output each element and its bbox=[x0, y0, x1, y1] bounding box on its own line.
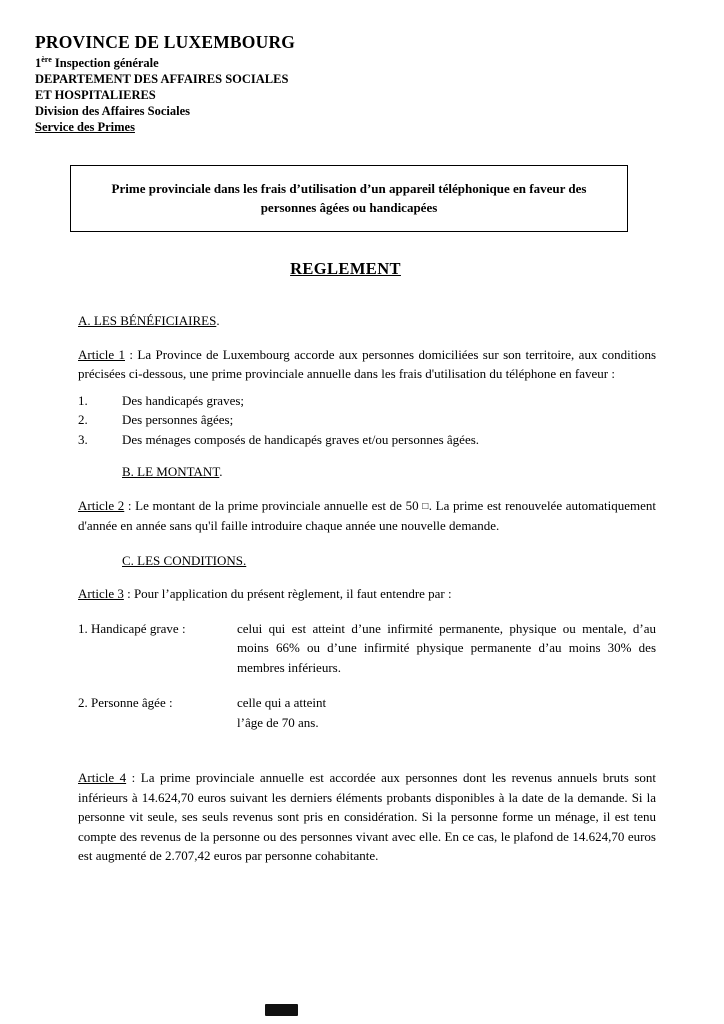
article-2-text-before: : Le montant de la prime provinciale annuelle est de 50 bbox=[124, 497, 423, 513]
title-box bbox=[70, 165, 628, 232]
section-c-heading bbox=[78, 551, 656, 571]
article-4-paragraph bbox=[78, 768, 656, 866]
section-a-label: A. LES BÉNÉFICIAIRES bbox=[78, 313, 217, 328]
list-item bbox=[78, 410, 656, 430]
section-b-suffix: . bbox=[219, 464, 223, 479]
beneficiaries-list bbox=[78, 391, 656, 450]
article-4-text: : La prime provinciale annuelle est accordée aux personnes dont les revenus annuels bruts sont inférieurs à 14.624,70 euros suivant les derniers éléments probants disponibles à la date de la demande. Si la personne vit seule, ses seuls revenus sont pris en considération. Si la personne forme un ménage, il est tenu compte des revenus de la personne ou des personnes vivant avec elle. En ce cas, le plafond de 14.624,70 euros est augmenté de 2.707,42 euros par personne cohabitante. bbox=[78, 770, 656, 863]
inspection-number: 1 bbox=[35, 56, 42, 70]
missing-euro-glyph: □ bbox=[422, 500, 429, 512]
letterhead-inspection bbox=[35, 55, 656, 71]
list-item-text: Des ménages composés de handicapés graves et/ou personnes âgées. bbox=[122, 431, 480, 447]
list-item-number: 2. bbox=[78, 412, 88, 427]
list-item-number: 3. bbox=[78, 431, 88, 447]
inspection-text: Inspection générale bbox=[51, 56, 159, 70]
list-item bbox=[78, 391, 656, 411]
list-item-number: 1. bbox=[78, 392, 88, 408]
document-body bbox=[78, 311, 656, 866]
letterhead-hospitalieres: ET HOSPITALIERES bbox=[35, 88, 156, 102]
article-2-paragraph bbox=[78, 496, 656, 536]
article-3-label: Article 3 bbox=[78, 586, 124, 601]
definition-handicape-grave bbox=[78, 619, 656, 678]
article-1-text: : La Province de Luxembourg accorde aux personnes domiciliées sur son territoire, aux conditions précisées ci-dessous, une prime provinciale annuelle dans les frais d'utilisation du téléphone en faveur : bbox=[78, 346, 657, 381]
definition-text-line1: celle qui a atteint bbox=[237, 695, 327, 710]
section-b-label: B. LE MONTANT bbox=[122, 464, 220, 479]
article-1-paragraph bbox=[78, 345, 656, 384]
definition-term: 1. Handicapé grave : bbox=[78, 620, 186, 636]
inspection-ordinal-superscript: ère bbox=[41, 54, 52, 64]
definition-term: 2. Personne âgée : bbox=[78, 695, 173, 710]
definition-text bbox=[237, 693, 656, 732]
definition-personne-agee bbox=[78, 693, 656, 732]
letterhead-division: Division des Affaires Sociales bbox=[35, 104, 190, 118]
section-a-suffix: . bbox=[216, 313, 220, 328]
list-item bbox=[78, 430, 656, 450]
title-box-text: Prime provinciale dans les frais d’utilisation d’un appareil téléphonique en faveur des personnes âgées ou handicapées bbox=[111, 181, 587, 215]
definition-text: celui qui est atteint d’une infirmité permanente, physique ou mentale, d’au moins 66% ou d’une infirmité physique permanente d’au moins 30% des membres inférieurs. bbox=[237, 620, 656, 675]
letterhead-service-label: Service des Primes bbox=[35, 120, 135, 134]
list-item-text: Des handicapés graves; bbox=[122, 392, 245, 408]
list-item-text: Des personnes âgées; bbox=[122, 412, 234, 427]
scan-artifact-mark bbox=[265, 1004, 298, 1016]
definition-text-line2: l’âge de 70 ans. bbox=[237, 714, 319, 730]
letterhead-service bbox=[35, 119, 656, 135]
section-c-label: C. LES CONDITIONS. bbox=[122, 552, 247, 568]
letterhead-province: PROVINCE DE LUXEMBOURG bbox=[35, 32, 296, 52]
article-2-text-after: . La prime est renouvelée automatiquement d'année en année sans qu'il faille introduire chaque année une nouvelle demande. bbox=[78, 497, 657, 533]
section-a-heading bbox=[78, 311, 656, 331]
main-heading: REGLEMENT bbox=[290, 259, 401, 278]
article-3-text: : Pour l’application du présent règlement, il faut entendre par : bbox=[123, 586, 452, 601]
section-b-heading bbox=[78, 462, 656, 482]
article-2-label: Article 2 bbox=[78, 497, 125, 513]
letterhead-departement: DEPARTEMENT DES AFFAIRES SOCIALES bbox=[35, 72, 289, 86]
article-1-label: Article 1 bbox=[78, 346, 125, 362]
article-3-paragraph bbox=[78, 584, 656, 604]
article-4-label: Article 4 bbox=[78, 770, 127, 785]
letterhead bbox=[35, 34, 656, 135]
